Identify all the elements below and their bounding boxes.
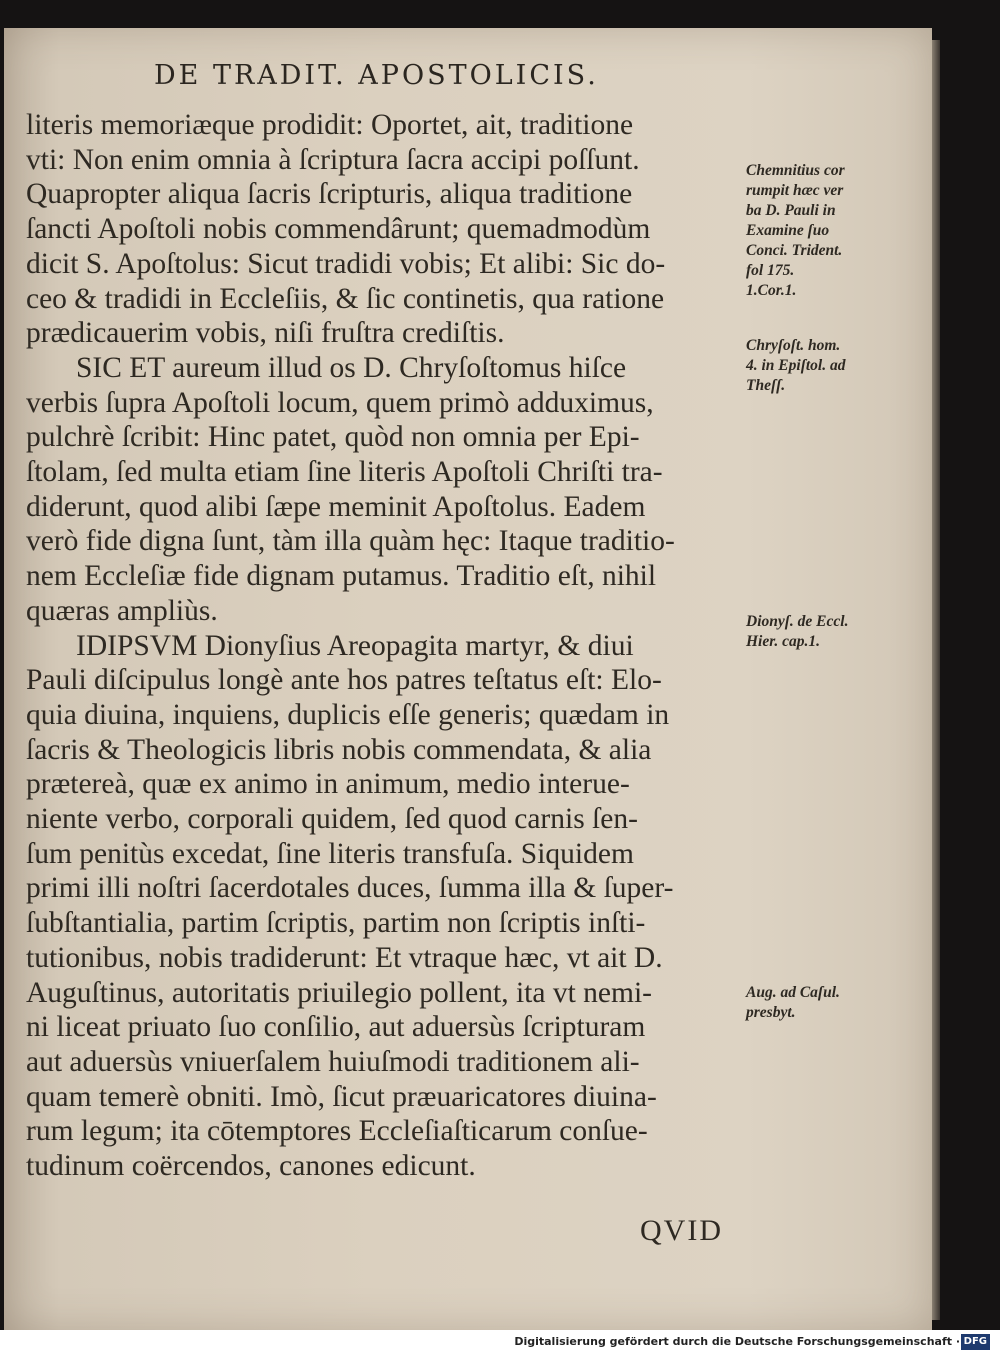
margin-note-augustine: Aug. ad Caſul. presbyt. [746, 984, 840, 1021]
book-page [4, 28, 932, 1330]
paragraph-start-line: IDIPSVM Dionyſius Areopagita martyr, & diui [76, 629, 634, 662]
running-head: DE TRADIT. APOSTOLICIS. [154, 60, 599, 91]
text-line: ſubſtantialia, partim ſcriptis, partim non ſcriptis inſti- [26, 907, 646, 940]
margin-note-chemnitius: Chemnitius cor rumpit hæc ver ba D. Pauli in Examine ſuo Conci. Trident. fol 175. 1.Cor.1. [746, 162, 845, 299]
text-line: Pauli diſcipulus longè ante hos patres teſtatus eſt: Elo- [26, 664, 662, 697]
text-line: ni liceat priuato ſuo conſilio, aut aduersùs ſcripturam [26, 1011, 646, 1044]
text-line: diderunt, quod alibi ſæpe meminit Apoſtolus. Eadem [26, 490, 646, 523]
text-line: primi illi noſtri ſacerdotales duces, ſumma illa & ſuper- [26, 872, 674, 905]
funding-credit: Digitalisierung gefördert durch die Deutsche Forschungsgemeinschaft · [514, 1335, 960, 1348]
text-line: vti: Non enim omnia à ſcriptura ſacra accipi poſſunt. [26, 143, 640, 176]
text-line: rum legum; ita cōtemptores Eccleſiaſticarum conſue- [26, 1115, 648, 1148]
text-line: verbis ſupra Apoſtoli locum, quem primò adduximus, [26, 386, 654, 419]
text-line: dicit S. Apoſtolus: Sicut tradidi vobis; Et alibi: Sic do- [26, 247, 666, 280]
text-line: verò fide digna ſunt, tàm illa quàm hęc: Itaque traditio- [26, 525, 675, 558]
text-line: pulchrè ſcribit: Hinc patet, quòd non omnia per Epi- [26, 421, 640, 454]
text-line: nem Eccleſiæ fide dignam putamus. Traditio eſt, nihil [26, 560, 657, 593]
text-line: quam temerè obniti. Imò, ſicut præuaricatores diuina- [26, 1080, 657, 1113]
dfg-logo[interactable]: DFG [961, 1334, 990, 1350]
text-line: literis memoriæque prodidit: Oportet, ait, traditione [26, 109, 634, 141]
text-line: aut aduersùs vniuerſalem huiuſmodi traditionem ali- [26, 1045, 640, 1078]
text-line: prædicauerim vobis, niſi fruſtra crediſtis. [26, 317, 505, 350]
footer-bar [0, 1330, 1000, 1356]
text-line: tudinum coërcendos, canones edicunt. [26, 1150, 476, 1183]
text-line: tutionibus, nobis tradiderunt: Et vtraque hæc, vt ait D. [26, 941, 663, 974]
text-line: niente verbo, corporali quidem, ſed quod carnis ſen- [26, 803, 638, 836]
page-edge [932, 40, 940, 1320]
text-line: ſtolam, ſed multa etiam ſine literis Apoſtoli Chriſti tra- [26, 456, 663, 489]
margin-note-dionysius: Dionyſ. de Eccl. Hier. cap.1. [746, 613, 849, 650]
text-line: quia diuina, inquiens, duplicis eſſe generis; quædam in [26, 698, 670, 731]
text-line: ceo & tradidi in Eccleſiis, & ſic continetis, qua ratione [26, 282, 665, 315]
text-line: ſacris & Theologicis libris nobis commendata, & alia [26, 733, 652, 766]
margin-note-chrysostom: Chryſoſt. hom. 4. in Epiſtol. ad Theſſ. [746, 337, 846, 394]
text-line: ſum penitùs excedat, ſine literis transfuſa. Siquidem [26, 837, 634, 870]
text-line: quæras ampliùs. [26, 594, 218, 627]
text-line: ſancti Apoſtoli nobis commendârunt; quemadmodùm [26, 213, 651, 246]
paragraph-start-line: SIC ET aureum illud os D. Chryſoſtomus hiſce [76, 351, 627, 384]
text-line: Auguſtinus, autoritatis priuilegio pollent, ita vt nemi- [26, 976, 652, 1009]
text-line: prætereà, quæ ex animo in animum, medio interue- [26, 768, 630, 801]
body-text [26, 108, 744, 1184]
text-line: Quapropter aliqua ſacris ſcripturis, aliqua traditione [26, 178, 633, 211]
catchword: QVID [640, 1214, 723, 1247]
